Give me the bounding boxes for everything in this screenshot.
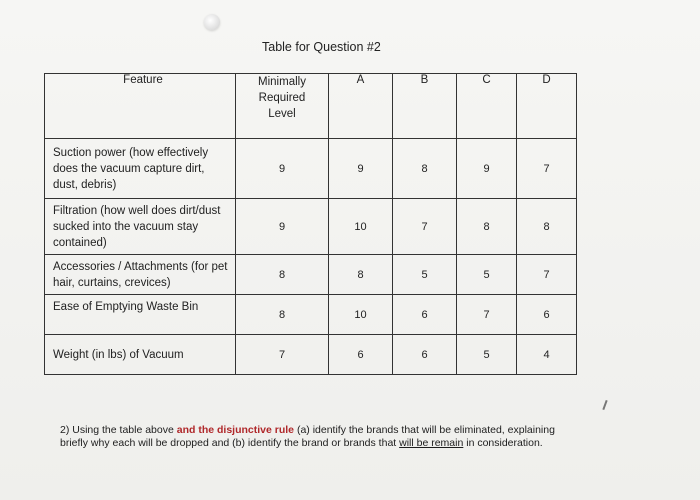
brand-a-value: 10	[329, 199, 393, 255]
brand-d-value: 8	[517, 199, 577, 255]
header-minimally-required: Minimally Required Level	[236, 74, 329, 139]
brand-a-value: 6	[329, 335, 393, 375]
feature-filtration: Filtration (how well does dirt/dust sucked into the vacuum stay contained)	[45, 199, 236, 255]
brand-c-value: 8	[457, 199, 517, 255]
question-middle: (a) identify the brands that will be eliminated, explaining briefly why each will be dropped and (b) identify the brand or brands that	[60, 424, 555, 449]
question-underlined: will be remain	[399, 437, 464, 449]
table-row	[45, 295, 577, 335]
header-brand-d: D	[517, 74, 577, 139]
brand-c-value: 5	[457, 335, 517, 375]
header-feature: Feature	[45, 74, 236, 139]
table-row	[45, 335, 577, 375]
feature-suction-power: Suction power (how effectively does the vacuum capture dirt, dust, debris)	[45, 139, 236, 199]
brand-a-value: 10	[329, 295, 393, 335]
header-brand-a: A	[329, 74, 393, 139]
brand-c-value: 5	[457, 255, 517, 295]
question-suffix: in consideration.	[463, 437, 543, 449]
min-level-value: 8	[236, 295, 329, 335]
brand-d-value: 7	[517, 255, 577, 295]
table-row	[45, 255, 577, 295]
brand-b-value: 6	[393, 295, 457, 335]
question-emphasis: and the disjunctive rule	[176, 424, 295, 436]
brand-d-value: 7	[517, 139, 577, 199]
brand-b-value: 6	[393, 335, 457, 375]
brand-b-value: 5	[393, 255, 457, 295]
brand-c-value: 7	[457, 295, 517, 335]
min-level-value: 7	[236, 335, 329, 375]
feature-accessories: Accessories / Attachments (for pet hair, curtains, crevices)	[45, 255, 236, 295]
brand-c-value: 9	[457, 139, 517, 199]
header-brand-c: C	[457, 74, 517, 139]
brand-d-value: 6	[517, 295, 577, 335]
feature-weight: Weight (in lbs) of Vacuum	[45, 335, 236, 375]
question-prefix: 2) Using the table above	[60, 424, 177, 436]
min-level-value: 8	[236, 255, 329, 295]
header-brand-b: B	[393, 74, 457, 139]
table-title: Table for Question #2	[262, 40, 381, 54]
brand-d-value: 4	[517, 335, 577, 375]
min-level-value: 9	[236, 139, 329, 199]
min-level-value: 9	[236, 199, 329, 255]
loading-spinner-icon	[204, 14, 220, 30]
brand-b-value: 8	[393, 139, 457, 199]
brand-a-value: 9	[329, 139, 393, 199]
question-text	[60, 424, 580, 450]
stray-pen-mark	[602, 400, 607, 410]
table-row	[45, 139, 577, 199]
brand-b-value: 7	[393, 199, 457, 255]
table-row	[45, 199, 577, 255]
feature-ease-of-emptying: Ease of Emptying Waste Bin	[45, 295, 236, 335]
table-header-row	[45, 74, 577, 139]
brand-a-value: 8	[329, 255, 393, 295]
criteria-table	[44, 73, 577, 375]
